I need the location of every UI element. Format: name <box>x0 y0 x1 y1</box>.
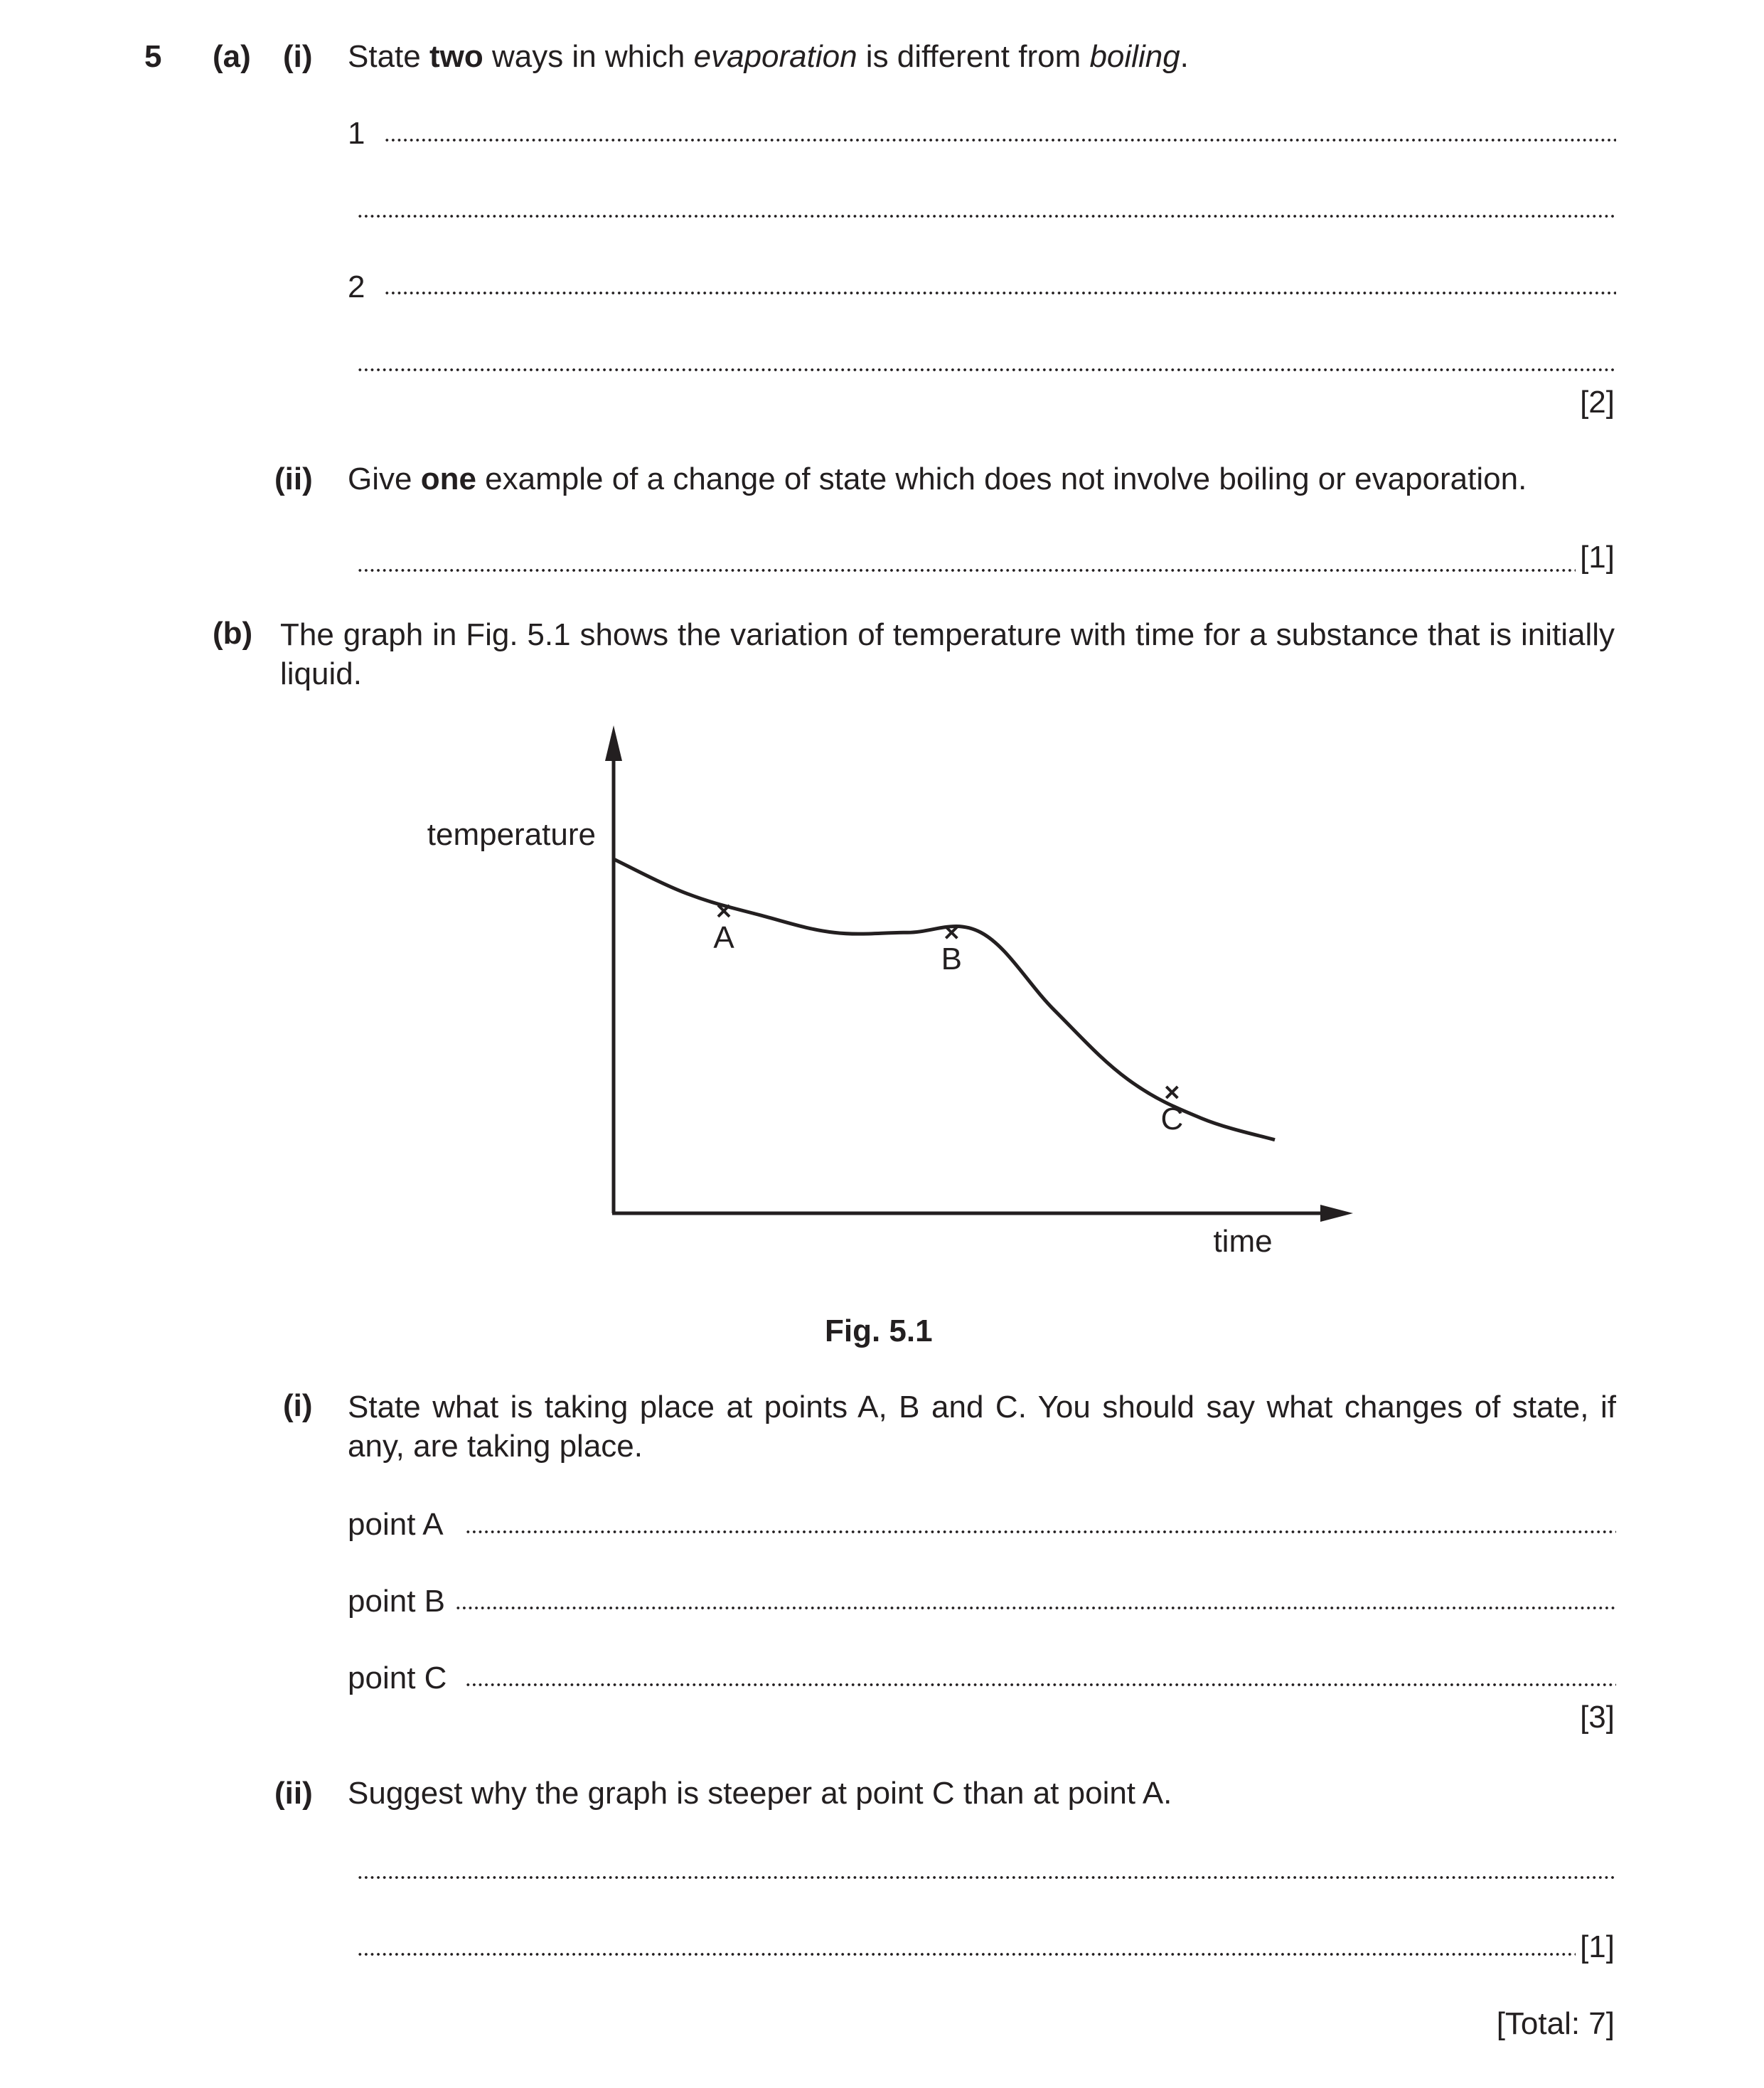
point-b-label: point B <box>348 1584 445 1619</box>
point-b-label: B <box>941 942 963 977</box>
marks-a-ii: [1] <box>1580 540 1615 575</box>
total-marks: [Total: 7] <box>1496 2006 1615 2041</box>
part-b-ii-question: Suggest why the graph is steeper at point C than at point A. <box>348 1776 1172 1811</box>
question-number: 5 <box>144 39 162 74</box>
y-axis-label: temperature <box>427 817 596 852</box>
part-a-i-question: State two ways in which evaporation is different from boiling. <box>348 39 1189 74</box>
part-b-ii-label: (ii) <box>274 1776 313 1811</box>
part-b-intro: The graph in Fig. 5.1 shows the variation of temperature with time for a substance that is initially liquid. <box>280 617 1615 691</box>
part-a-label: (a) <box>213 39 251 74</box>
figure-caption: Fig. 5.1 <box>825 1314 933 1348</box>
answer-2-number: 2 <box>348 270 365 304</box>
x-axis-arrowhead <box>1320 1205 1353 1222</box>
part-a-ii-question: Give one example of a change of state which does not involve boiling or evaporation. <box>348 462 1527 496</box>
point-c-marker <box>1166 1087 1177 1098</box>
x-axis-label: time <box>1213 1224 1273 1259</box>
part-b-label: (b) <box>213 616 253 651</box>
part-a-ii-label: (ii) <box>274 462 313 496</box>
marks-b-ii: [1] <box>1580 1929 1615 1964</box>
answer-line-point-a[interactable] <box>465 1530 1616 1533</box>
part-b-i-label: (i) <box>283 1388 313 1423</box>
marks-b-i: [3] <box>1580 1700 1615 1735</box>
answer-line-point-c[interactable] <box>465 1683 1616 1686</box>
part-b-i-question: State what is taking place at points A, B and C. You should say what changes of state, if any, are taking place. <box>348 1390 1616 1464</box>
point-c-label: point C <box>348 1661 447 1695</box>
point-b-marker <box>946 927 957 938</box>
answer-line-b-ii-2[interactable] <box>357 1953 1576 1956</box>
point-a-label: point A <box>348 1507 444 1542</box>
answer-line-b-ii-1[interactable] <box>357 1876 1616 1879</box>
part-a-i-label: (i) <box>283 39 313 74</box>
marks-a-i: [2] <box>1580 385 1615 420</box>
answer-line-point-b[interactable] <box>455 1607 1616 1609</box>
point-a-label: A <box>713 920 734 955</box>
point-c-label: C <box>1160 1101 1184 1136</box>
answer-1-number: 1 <box>348 116 365 151</box>
